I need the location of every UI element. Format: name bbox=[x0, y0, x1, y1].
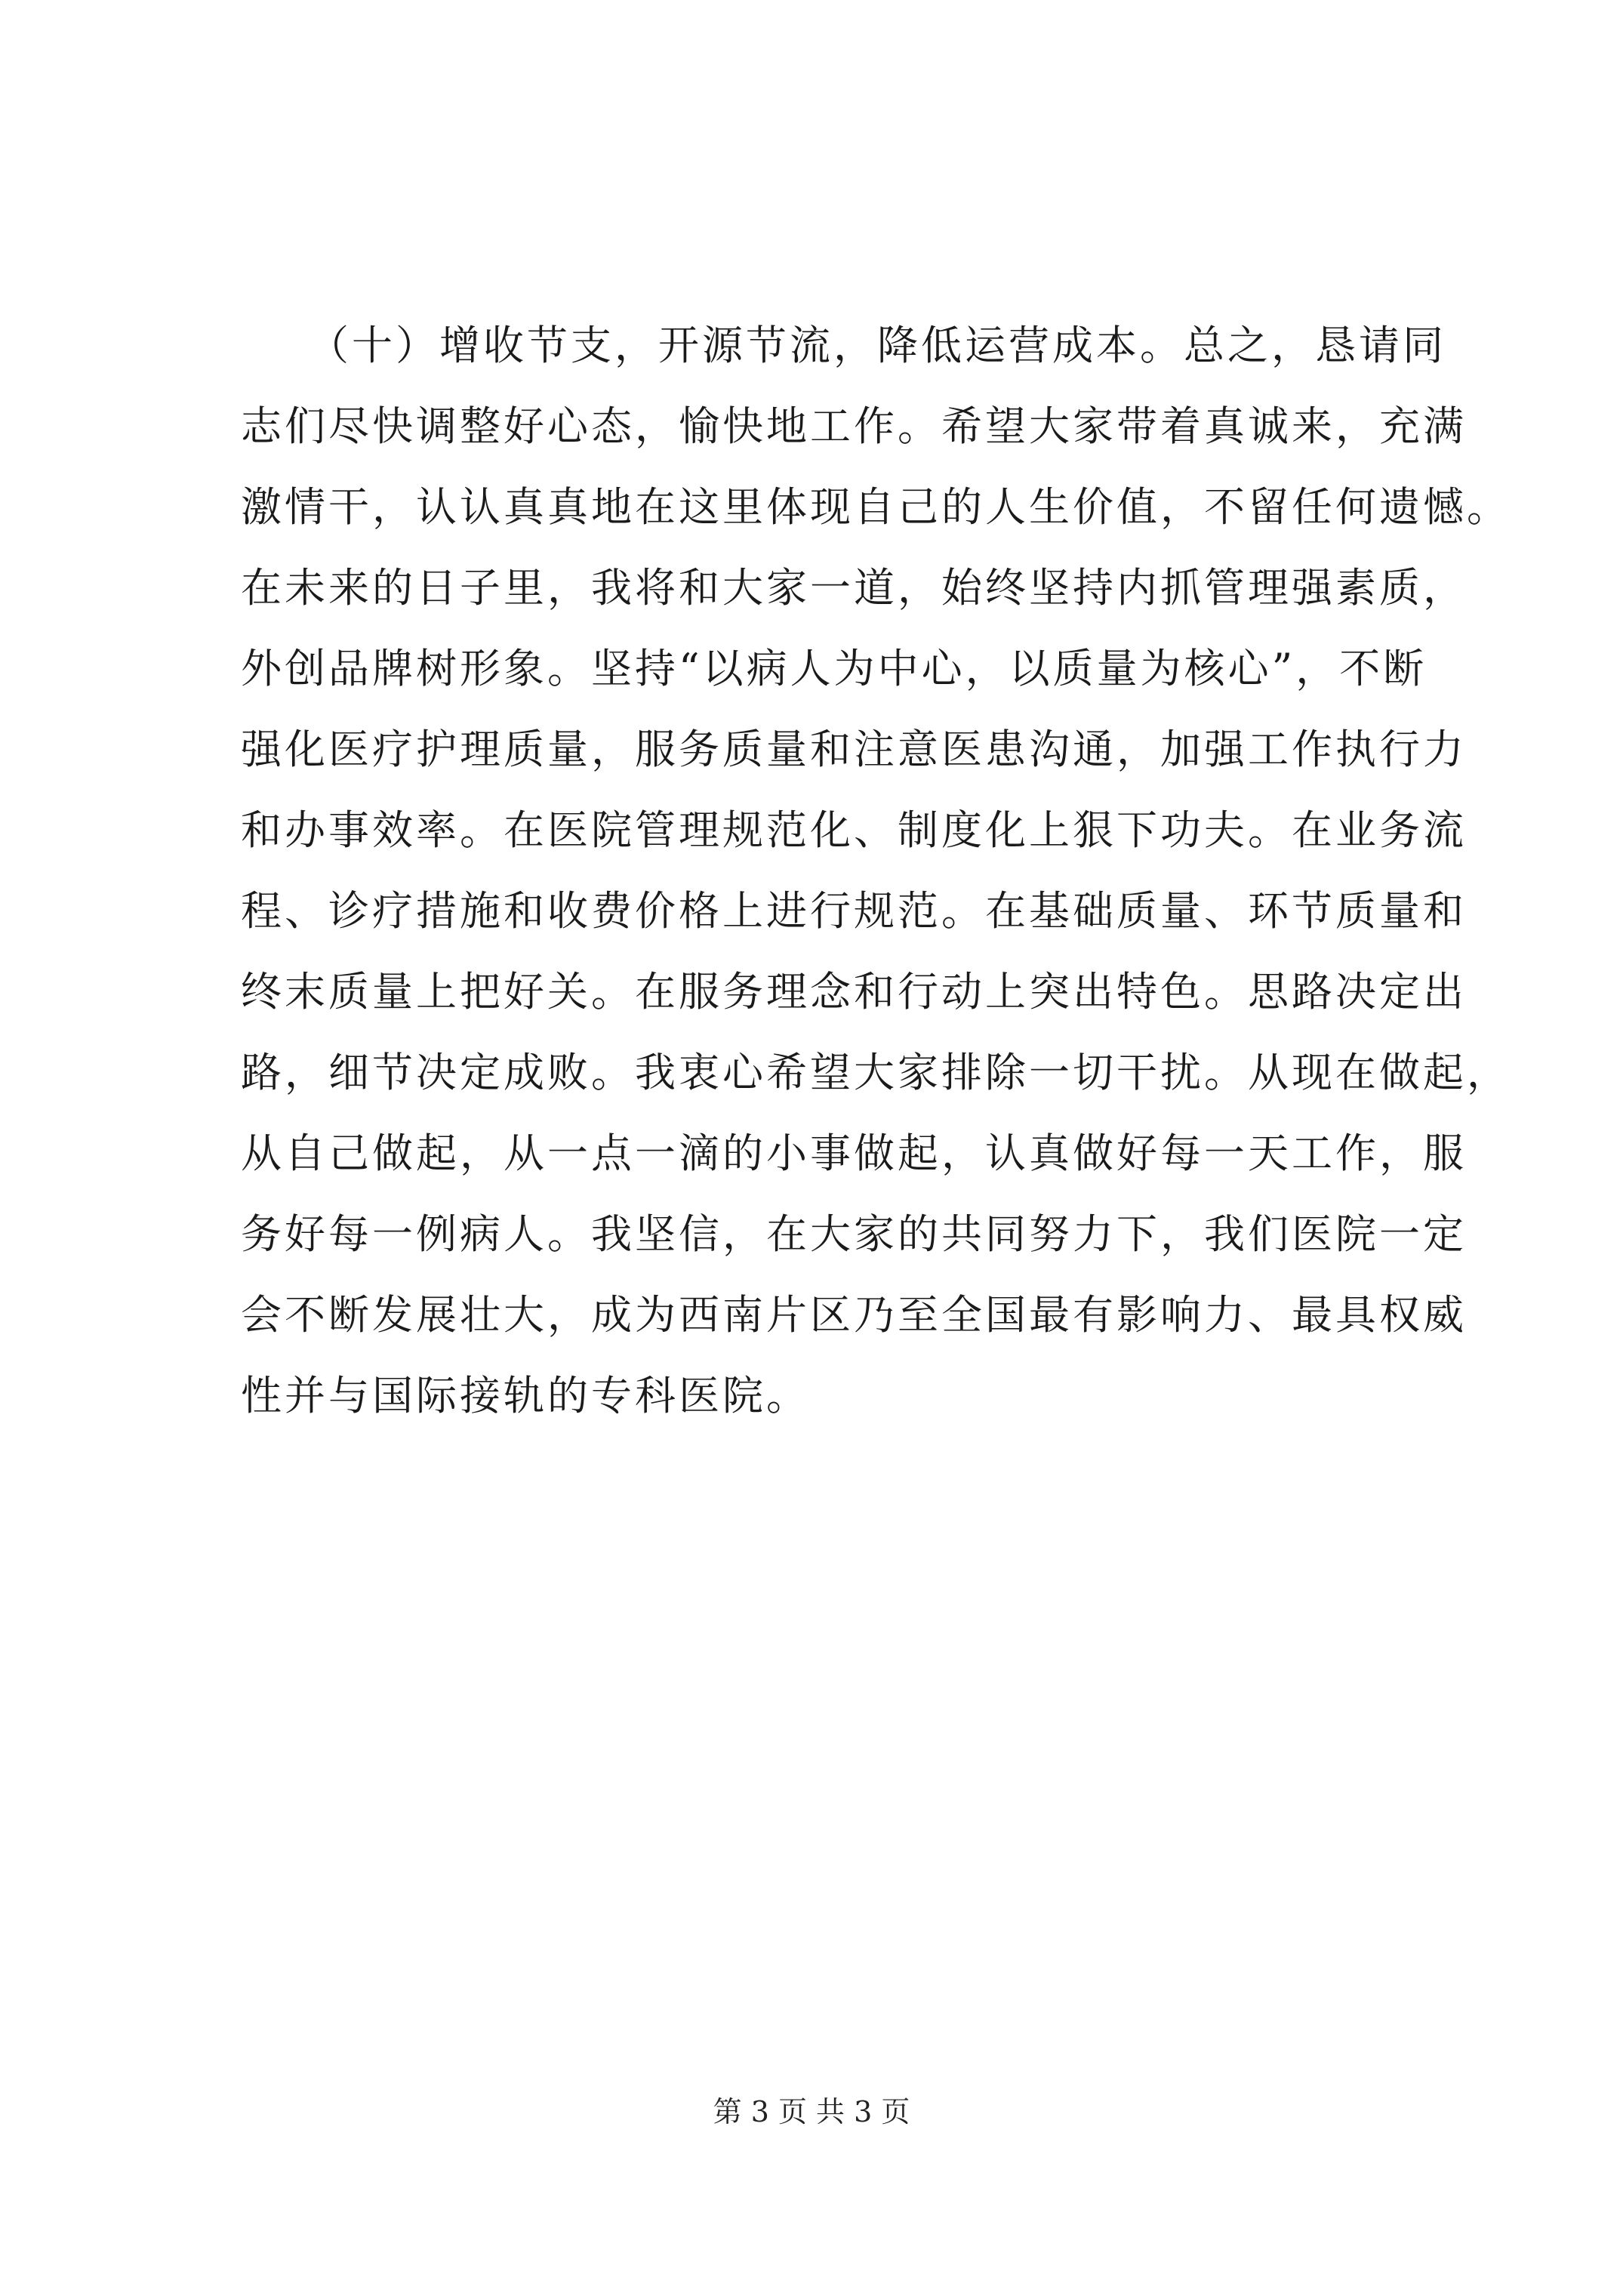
paragraph-line: 终末质量上把好关。在服务理念和行动上突出特色。思路决定出 bbox=[241, 968, 1467, 1015]
paragraph-line: 和办事效率。在医院管理规范化、制度化上狠下功夫。在业务流 bbox=[241, 806, 1467, 854]
paragraph-line: 强化医疗护理质量，服务质量和注意医患沟通，加强工作执行力 bbox=[241, 726, 1467, 773]
paragraph-line: 外创品牌树形象。坚持“以病人为中心，以质量为核心”，不断 bbox=[241, 645, 1427, 692]
paragraph-line: 程、诊疗措施和收费价格上进行规范。在基础质量、环节质量和 bbox=[241, 887, 1467, 935]
paragraph-line: 性并与国际接轨的专科医院。 bbox=[241, 1372, 810, 1419]
paragraph-line: 激情干，认认真真地在这里体现自己的人生价值，不留任何遗憾。 bbox=[241, 483, 1511, 531]
paragraph-line: 从自己做起，从一点一滴的小事做起，认真做好每一天工作，服 bbox=[241, 1130, 1467, 1177]
paragraph-line: 路，细节决定成败。我衷心希望大家排除一切干扰。从现在做起， bbox=[241, 1049, 1511, 1096]
paragraph-line: （十）增收节支，开源节流，降低运营成本。总之，恳请同 bbox=[241, 322, 1446, 369]
page-number-footer: 第 3 页 共 3 页 bbox=[713, 2095, 910, 2128]
paragraph-line: 会不断发展壮大，成为西南片区乃至全国最有影响力、最具权威 bbox=[241, 1291, 1467, 1339]
body-paragraph bbox=[241, 305, 1511, 1436]
paragraph-line: 志们尽快调整好心态，愉快地工作。希望大家带着真诚来，充满 bbox=[241, 402, 1467, 450]
paragraph-line: 在未来的日子里，我将和大家一道，始终坚持内抓管理强素质， bbox=[241, 564, 1467, 612]
paragraph-line: 务好每一例病人。我坚信，在大家的共同努力下，我们医院一定 bbox=[241, 1210, 1467, 1258]
